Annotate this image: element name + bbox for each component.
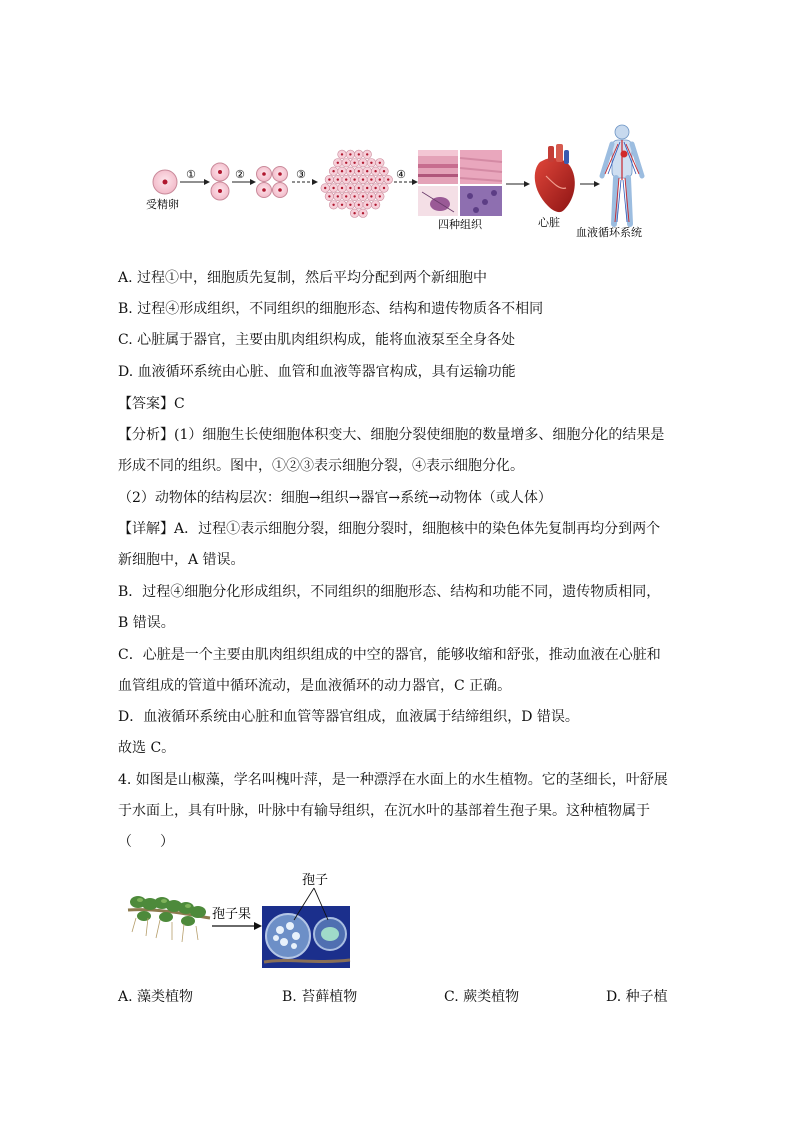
q3-analysis-line-3: （2）动物体的结构层次：细胞→组织→器官→系统→动物体（或人体）: [118, 490, 552, 506]
step-3-label: ③: [296, 168, 306, 181]
q4-option-c: C. 蕨类植物: [444, 989, 520, 1005]
sporocarp-label: 孢子果: [212, 907, 252, 922]
q3-option-d: D. 血液循环系统由心脏、血管和血液等器官构成，具有运输功能: [118, 364, 516, 380]
four-tissues-caption: 四种组织: [438, 218, 482, 231]
two-cell-icon: [211, 163, 229, 200]
q3-detail-line-6: 血管组成的管道中循环流动，是血液循环的动力器官，C 正确。: [118, 678, 512, 694]
salvinia-figure: [126, 872, 356, 972]
circulatory-system-icon: [602, 125, 642, 224]
q3-detail-line-4: B 错误。: [118, 615, 175, 631]
salvinia-plant-image: [128, 896, 210, 942]
salvinia-diagram: [126, 872, 356, 972]
spore-label: 孢子: [302, 873, 329, 888]
q3-detail-line-3: B．过程④细胞分化形成组织，不同组织的细胞形态、结构和功能不同，遗传物质相同，: [118, 584, 661, 600]
q3-detail-line-5: C．心脏是一个主要由肌肉组织组成的中空的器官，能够收缩和舒张，推动血液在心脏和: [118, 647, 661, 663]
heart-caption: 心脏: [538, 216, 560, 229]
cell-development-figure: [140, 118, 660, 242]
q4-option-d: D. 种子植: [606, 989, 668, 1005]
fertilized-egg-icon: [153, 170, 177, 194]
circulatory-system-caption: 血液循环系统: [576, 226, 642, 239]
step-2-label: ②: [235, 168, 245, 181]
q3-conclusion: 故选 C。: [118, 740, 176, 756]
heart-icon: [535, 144, 575, 212]
step-4-label: ④: [396, 168, 406, 181]
fertilized-egg-caption: 受精卵: [146, 198, 179, 211]
q3-detail-line-1: 【详解】A．过程①表示细胞分裂，细胞分裂时，细胞核中的染色体先复制再均分到两个: [118, 521, 661, 537]
q3-detail-line-2: 新细胞中，A 错误。: [118, 552, 245, 568]
q4-option-b: B. 苔藓植物: [282, 989, 358, 1005]
q3-option-c: C. 心脏属于器官，主要由肌肉组织构成，能将血液泵至全身各处: [118, 332, 516, 348]
four-cell-icon: [257, 167, 288, 198]
q4-stem-line-3: （ ）: [118, 834, 174, 850]
cell-mass-icon: [321, 150, 393, 217]
sporocarp-image: [262, 906, 350, 968]
q3-analysis-line-1: 【分析】(1）细胞生长使细胞体积变大、细胞分裂使细胞的数量增多、细胞分化的结果是: [118, 427, 665, 443]
development-diagram: [140, 118, 660, 242]
q4-stem-line-2: 于水面上，具有叶脉，叶脉中有输导组织，在沉水叶的基部着生孢子果。这种植物属于: [118, 803, 650, 819]
q4-option-a: A. 藻类植物: [118, 989, 194, 1005]
step-1-label: ①: [186, 168, 196, 181]
q3-answer: 【答案】C: [118, 396, 185, 412]
q3-option-b: B. 过程④形成组织，不同组织的细胞形态、结构和遗传物质各不相同: [118, 301, 544, 317]
four-tissues-image: [418, 150, 502, 216]
q3-option-a: A. 过程①中，细胞质先复制，然后平均分配到两个新细胞中: [118, 270, 488, 286]
q3-detail-line-7: D．血液循环系统由心脏和血管等器官组成，血液属于结缔组织，D 错误。: [118, 709, 579, 725]
q3-analysis-line-2: 形成不同的组织。图中，①②③表示细胞分裂，④表示细胞分化。: [118, 458, 524, 474]
q4-stem-line-1: 4. 如图是山椒藻，学名叫槐叶萍，是一种漂浮在水面上的水生植物。它的茎细长，叶舒展: [118, 772, 668, 788]
